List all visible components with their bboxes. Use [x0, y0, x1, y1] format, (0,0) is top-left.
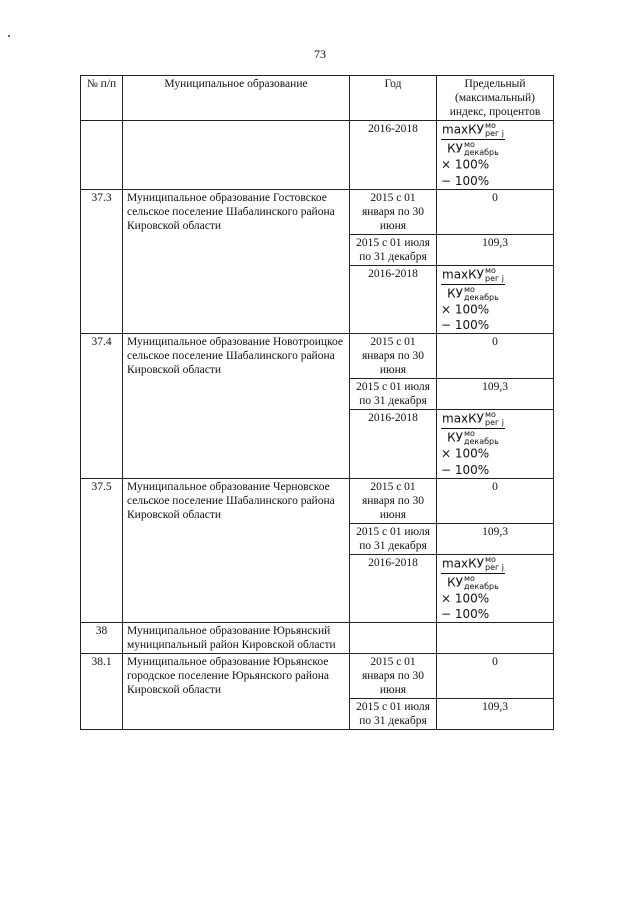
- header-municipality: Муниципальное образование: [123, 76, 350, 121]
- index-value: 109,3: [437, 379, 554, 410]
- index-value: 0: [437, 478, 554, 523]
- municipality-name: Муниципальное образование Новотроицкое сельское поселение Шабалинского района Кировской области: [123, 334, 350, 479]
- table-row: [81, 478, 554, 523]
- municipality-name: Муниципальное образование Юрьянский муниципальный район Кировской области: [123, 623, 350, 654]
- formula-times: × 100%: [441, 446, 490, 461]
- formula-denominator: КУ: [447, 141, 463, 156]
- formula-fraction: [441, 267, 505, 302]
- scan-speck: [8, 35, 10, 37]
- formula-cell: [437, 554, 554, 623]
- year-cell: 2016-2018: [350, 265, 437, 334]
- index-value: 109,3: [437, 699, 554, 730]
- header-index: Предельный (максимальный) индекс, процентов: [437, 76, 554, 121]
- year-cell: 2015 с 01 января по 30 июня: [350, 334, 437, 379]
- formula-num-sub: рег j: [484, 273, 504, 283]
- formula-minus: − 100%: [441, 173, 490, 188]
- formula-den-sub: декабрь: [463, 292, 499, 302]
- tariff-index-table: [80, 75, 554, 730]
- formula-den-sub: декабрь: [463, 437, 499, 446]
- index-value: 0: [437, 189, 554, 234]
- formula-numerator: maxКУ: [442, 556, 484, 570]
- formula-fraction: [441, 122, 505, 157]
- formula-num-sup: мо: [484, 265, 496, 275]
- table-header-row: [81, 76, 554, 121]
- municipality-name: Муниципальное образование Гостовское сельское поселение Шабалинского района Кировской области: [123, 189, 350, 334]
- row-number: 37.3: [81, 189, 123, 334]
- index-value: 0: [437, 654, 554, 699]
- year-cell: 2015 с 01 июля по 31 декабря: [350, 234, 437, 265]
- formula-den-sup: мо: [463, 429, 475, 438]
- formula-den-sup: мо: [463, 573, 475, 583]
- formula-numerator: maxКУ: [442, 411, 484, 426]
- table-row: [81, 121, 554, 190]
- index-value: 109,3: [437, 234, 554, 265]
- row-number: 37.5: [81, 478, 123, 623]
- formula-num-sub: рег j: [484, 129, 504, 138]
- formula-num-sub: рег j: [484, 418, 504, 427]
- table-row: [81, 623, 554, 654]
- formula-num-sup: мо: [484, 121, 496, 130]
- formula-denominator: КУ: [447, 575, 463, 589]
- formula-num-sub: рег j: [484, 562, 504, 572]
- year-cell: 2015 с 01 января по 30 июня: [350, 189, 437, 234]
- formula-times: × 100%: [441, 591, 490, 605]
- header-year: Год: [350, 76, 437, 121]
- formula-denominator: КУ: [447, 430, 463, 445]
- formula-den-sub: декабрь: [463, 581, 499, 591]
- year-cell: 2015 с 01 января по 30 июня: [350, 654, 437, 699]
- table-row: [81, 334, 554, 379]
- formula-minus: − 100%: [441, 607, 490, 621]
- index-value: 109,3: [437, 523, 554, 554]
- page-number: 73: [314, 47, 326, 61]
- formula-fraction: [441, 556, 505, 591]
- index-value: 0: [437, 334, 554, 379]
- year-cell: 2016-2018: [350, 121, 437, 190]
- row-number: 38: [81, 623, 123, 654]
- formula-cell: [437, 265, 554, 334]
- row-number: 38.1: [81, 654, 123, 730]
- formula-cell: [437, 121, 554, 190]
- formula-minus: − 100%: [441, 318, 490, 332]
- formula-numerator: maxКУ: [442, 267, 484, 281]
- formula-times: × 100%: [441, 302, 490, 316]
- formula-times: × 100%: [441, 157, 490, 172]
- municipality-name: Муниципальное образование Юрьянское городское поселение Юрьянского района Кировской области: [123, 654, 350, 730]
- formula-den-sub: декабрь: [463, 148, 499, 157]
- year-cell: 2015 с 01 июля по 31 декабря: [350, 523, 437, 554]
- formula-denominator: КУ: [447, 286, 463, 300]
- formula-den-sup: мо: [463, 284, 475, 294]
- table-row: [81, 189, 554, 234]
- formula-num-sup: мо: [484, 410, 496, 419]
- formula-den-sup: мо: [463, 140, 475, 149]
- formula-numerator: maxКУ: [442, 122, 484, 137]
- formula-num-sup: мо: [484, 554, 496, 564]
- year-cell: 2015 с 01 июля по 31 декабря: [350, 699, 437, 730]
- formula-cell: [437, 410, 554, 479]
- header-number: № п/п: [81, 76, 123, 121]
- year-cell: 2015 с 01 июля по 31 декабря: [350, 379, 437, 410]
- row-number: 37.4: [81, 334, 123, 479]
- year-cell: 2015 с 01 января по 30 июня: [350, 478, 437, 523]
- year-cell: 2016-2018: [350, 554, 437, 623]
- formula-minus: − 100%: [441, 462, 490, 477]
- year-cell: 2016-2018: [350, 410, 437, 479]
- table-row: [81, 654, 554, 699]
- municipality-name: Муниципальное образование Черновское сельское поселение Шабалинского района Кировской области: [123, 478, 350, 623]
- formula-fraction: [441, 411, 505, 446]
